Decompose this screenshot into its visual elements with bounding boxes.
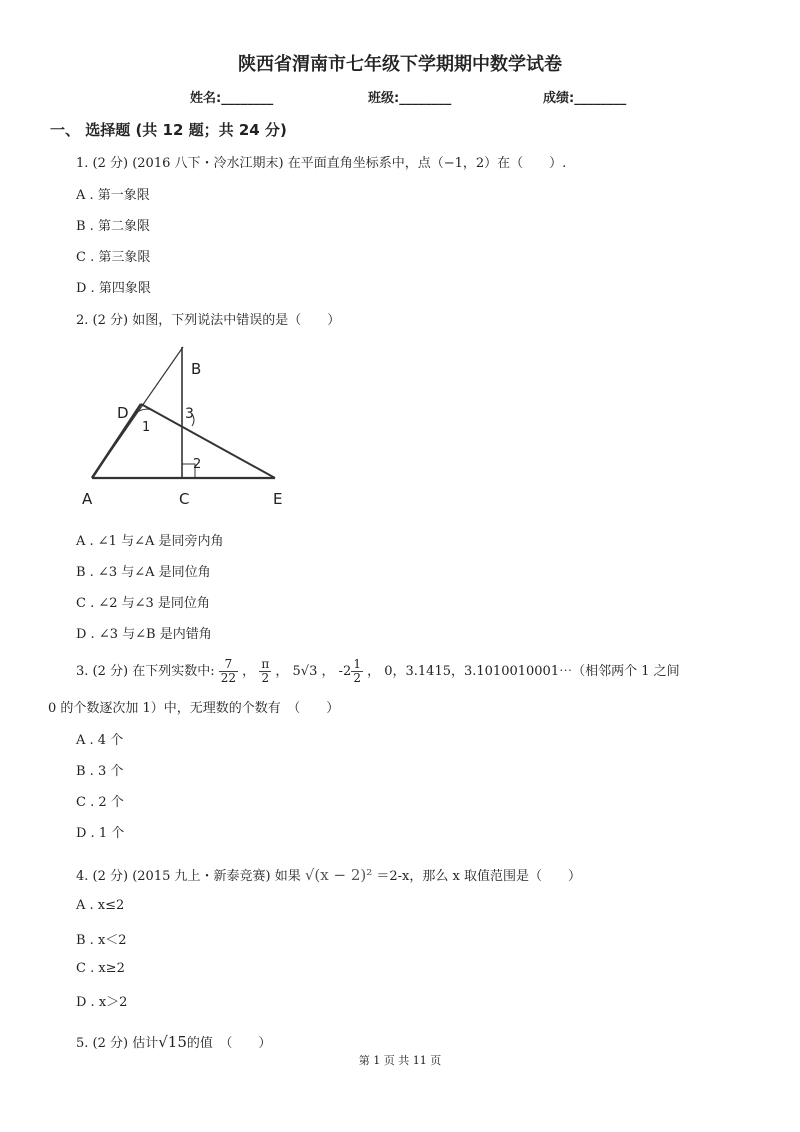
question-5-suffix: 的值 （ ） <box>186 1036 272 1051</box>
label-d: D <box>117 404 129 422</box>
question-4-option-c: C . x≥2 <box>76 961 125 976</box>
question-1-option-c: C . 第三象限 <box>76 250 151 265</box>
question-2-option-d: D . ∠3 与∠B 是内错角 <box>76 627 212 642</box>
name-field-label: 姓名:________ <box>190 91 274 106</box>
question-4-option-a: A . x≤2 <box>76 898 125 913</box>
question-5-text <box>76 1032 271 1051</box>
label-angle-2: 2 <box>193 457 202 472</box>
question-3-prefix: 3. (2 分) 在下列实数中: <box>76 664 215 679</box>
label-b: B <box>191 360 202 378</box>
question-1-option-d: D . 第四象限 <box>76 281 151 296</box>
question-3-line-2: 0 的个数逐次加 1）中，无理数的个数有 （ ） <box>48 701 340 716</box>
label-c: C <box>179 490 190 508</box>
question-4-suffix: ＝2-x，那么 x 取值范围是（ ） <box>376 869 581 884</box>
score-field-label: 成绩:________ <box>543 91 627 106</box>
question-1-text: 1. (2 分) (2016 八下・冷水江期末) 在平面直角坐标系中，点（−1，2）在（ ）. <box>76 156 567 171</box>
comma-2: ， <box>275 664 289 679</box>
question-1-option-a: A . 第一象限 <box>76 188 150 203</box>
mixed-number-fraction <box>351 658 363 685</box>
section-heading: 一、 选择题 (共 12 题；共 24 分) <box>50 121 287 139</box>
question-3-option-a: A . 4 个 <box>76 733 124 748</box>
question-2-option-b: B . ∠3 与∠A 是同位角 <box>76 565 211 580</box>
label-a: A <box>82 490 93 508</box>
page-footer: 第 1 页 共 11 页 <box>358 1054 442 1067</box>
radical-x-minus-2-squared: √(x − 2)² <box>304 866 373 884</box>
fraction-pi-2 <box>259 658 271 685</box>
question-3-suffix: ， 0，3.1415，3.1010010001⋯（相邻两个 1 之间 <box>367 664 680 679</box>
question-5-prefix: 5. (2 分) 估计 <box>76 1036 159 1051</box>
question-2-text: 2. (2 分) 如图，下列说法中错误的是（ ） <box>76 313 341 328</box>
fraction-7-22 <box>219 658 238 685</box>
question-3-line-1 <box>76 654 680 690</box>
fraction-7-22-numerator: 7 <box>219 658 238 672</box>
question-3-option-c: C . 2 个 <box>76 795 124 810</box>
fraction-pi-2-denominator: 2 <box>261 671 270 685</box>
question-4-text <box>76 865 581 884</box>
label-angle-1: 1 <box>142 420 151 435</box>
question-2-option-a: A . ∠1 与∠A 是同旁内角 <box>76 534 224 549</box>
comma-3: ， <box>321 664 335 679</box>
question-4-option-b: B . x＜2 <box>76 933 127 948</box>
fraction-7-22-denominator: 22 <box>220 671 237 685</box>
question-3-option-b: B . 3 个 <box>76 764 124 779</box>
question-4-prefix: 4. (2 分) (2015 九上・新泰竞赛) 如果 <box>76 869 301 884</box>
class-field-label: 班级:________ <box>368 91 452 106</box>
mixed-number-whole: -2 <box>338 664 352 679</box>
fraction-pi-2-numerator: π <box>261 657 270 671</box>
label-e: E <box>273 490 283 508</box>
line-de <box>141 404 275 478</box>
mixed-number-numerator: 1 <box>353 657 361 671</box>
question-2-option-c: C . ∠2 与∠3 是同位角 <box>76 596 210 611</box>
question-3-option-d: D . 1 个 <box>76 826 125 841</box>
question-4-option-d: D . x＞2 <box>76 995 128 1010</box>
question-1-option-b: B . 第二象限 <box>76 219 150 234</box>
radical-5-root-3: 5√3 <box>292 664 318 679</box>
label-angle-3: 3 <box>185 406 194 422</box>
geometry-figure <box>80 340 310 512</box>
page-title: 陕西省渭南市七年级下学期期中数学试卷 <box>238 54 562 75</box>
mixed-number-denominator: 2 <box>353 671 361 685</box>
comma-1: ， <box>242 664 256 679</box>
radical-15: √15 <box>158 1033 187 1051</box>
